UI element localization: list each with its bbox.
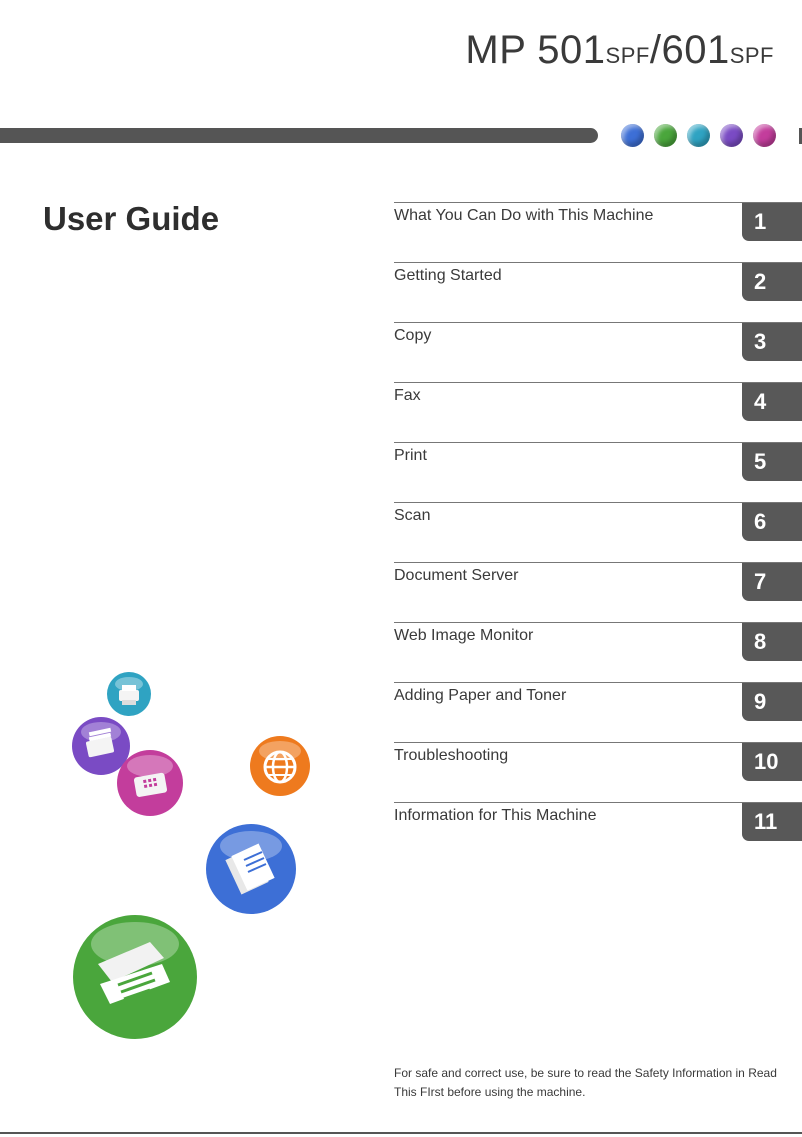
fax-icon: [115, 748, 185, 818]
safety-note: For safe and correct use, be sure to read the Safety Information in Read This FIrst before using the machine.: [394, 1066, 777, 1099]
toc-item[interactable]: [394, 202, 802, 262]
toc-item[interactable]: [394, 382, 802, 442]
toc-label: Document Server: [394, 567, 519, 584]
blue-dot: [621, 124, 644, 147]
toc-label: Getting Started: [394, 267, 502, 284]
toc-label: Fax: [394, 387, 421, 404]
toc-label: Information for This Machine: [394, 807, 597, 824]
chapter-tab: 5: [742, 443, 802, 481]
color-dots: [621, 124, 776, 147]
toc-label: Troubleshooting: [394, 747, 509, 764]
toc-label: Scan: [394, 507, 431, 524]
toc-item[interactable]: [394, 502, 802, 562]
model-suffix-2: SPF: [729, 43, 774, 68]
toc-label: Copy: [394, 327, 432, 344]
chapter-tab: 6: [742, 503, 802, 541]
toc-item[interactable]: [394, 682, 802, 742]
function-icons: [60, 660, 320, 1060]
teal-dot: [687, 124, 710, 147]
table-of-contents: [394, 202, 802, 862]
toc-item[interactable]: [394, 802, 802, 862]
chapter-tab: 11: [742, 803, 802, 841]
toc-label: Adding Paper and Toner: [394, 687, 567, 704]
model-second: /601: [649, 28, 730, 72]
chapter-tab: 9: [742, 683, 802, 721]
toc-label: Web Image Monitor: [394, 627, 534, 644]
magenta-dot: [753, 124, 776, 147]
toc-item[interactable]: [394, 742, 802, 802]
chapter-tab: 7: [742, 563, 802, 601]
chapter-tab: 8: [742, 623, 802, 661]
web-globe-icon: [248, 734, 312, 798]
scanner-icon: [70, 912, 200, 1042]
toc-item[interactable]: [394, 262, 802, 322]
model-title: [465, 28, 774, 73]
model-suffix: SPF: [605, 43, 650, 68]
chapter-tab: 10: [742, 743, 802, 781]
toc-item[interactable]: [394, 622, 802, 682]
toc-item[interactable]: [394, 562, 802, 622]
toc-item[interactable]: [394, 442, 802, 502]
toc-label: What You Can Do with This Machine: [394, 207, 654, 224]
copy-icon: [204, 822, 298, 916]
toc-label: Print: [394, 447, 427, 464]
chapter-tab: 1: [742, 203, 802, 241]
chapter-tab: 3: [742, 323, 802, 361]
toc-item[interactable]: [394, 322, 802, 382]
chapter-tab: 4: [742, 383, 802, 421]
purple-dot: [720, 124, 743, 147]
green-dot: [654, 124, 677, 147]
printer-icon: [105, 670, 153, 718]
chapter-tab: 2: [742, 263, 802, 301]
header-bar: [0, 128, 598, 143]
model-prefix: MP 501: [465, 28, 606, 72]
bottom-rule: [0, 1132, 802, 1134]
page-title: User Guide: [43, 200, 220, 237]
